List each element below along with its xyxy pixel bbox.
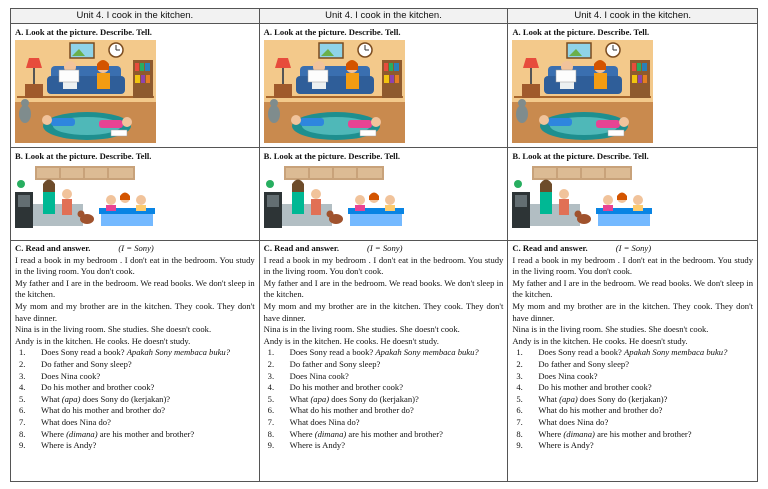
question-item: [15, 440, 255, 452]
question-list: [264, 347, 504, 451]
question-text: [290, 394, 504, 406]
question-text: [538, 394, 753, 406]
question-translation: (dimana): [314, 428, 347, 439]
worksheet-column: [508, 9, 757, 481]
section-c-heading: [264, 243, 504, 255]
question-number: 2.: [267, 358, 275, 369]
question-number: 1.: [516, 347, 523, 358]
question-item: [512, 394, 753, 406]
reading-text: [512, 255, 753, 348]
question-number: 5.: [516, 393, 523, 404]
question-part: What: [538, 393, 560, 404]
question-item: [264, 347, 504, 359]
question-text: [41, 417, 255, 429]
question-item: [264, 405, 504, 417]
section-c-title: C. Read and answer.: [512, 243, 588, 253]
question-number: 3.: [516, 370, 523, 381]
question-translation: (apa): [559, 393, 578, 404]
question-item: [512, 429, 753, 441]
question-number: 6.: [516, 405, 523, 416]
question-part: are his mother and brother?: [594, 428, 692, 439]
question-number: 3.: [267, 370, 275, 381]
section-c-heading: [512, 243, 753, 255]
worksheet-column: [11, 9, 260, 481]
question-part: Do father and Sony sleep?: [41, 358, 132, 369]
question-text: [41, 382, 255, 394]
question-text: [41, 347, 255, 359]
section-a-title: A. Look at the picture. Describe. Tell.: [512, 27, 650, 37]
worksheet: [10, 8, 758, 482]
question-part: Where is Andy?: [289, 440, 346, 451]
question-item: [15, 417, 255, 429]
question-part: Do father and Sony sleep?: [289, 358, 381, 369]
story-paragraph: Andy is in the kitchen. He cooks. He doesn't study.: [512, 335, 688, 346]
question-number: 7.: [19, 416, 26, 427]
question-text: [290, 440, 504, 452]
question-translation: (dimana): [563, 428, 595, 439]
question-part: What does Nina do?: [289, 416, 360, 427]
living-room-picture: [512, 40, 653, 143]
story-paragraph: My father and I are in the bedroom. We read books. We don't sleep in the kitchen.: [263, 277, 504, 300]
question-translation: Apakah Sony membaca buku?: [126, 347, 231, 358]
question-part: Do father and Sony sleep?: [538, 358, 630, 369]
story-paragraph: Andy is in the kitchen. He cooks. He doesn't study.: [263, 335, 439, 346]
question-part: does Sony do (kerjakan)?: [577, 393, 668, 404]
question-part: Does Nina cook?: [41, 370, 101, 381]
question-number: 7.: [267, 416, 275, 427]
section-a: [508, 24, 757, 148]
unit-header: Unit 4. I cook in the kitchen.: [508, 9, 757, 24]
question-text: [290, 429, 504, 441]
question-text: [41, 371, 255, 383]
question-number: 9.: [19, 440, 26, 451]
section-b-title: B. Look at the picture. Describe. Tell.: [263, 151, 401, 161]
question-text: [538, 371, 753, 383]
question-number: 7.: [516, 416, 523, 427]
question-item: [264, 371, 504, 383]
question-part: Does Sony read a book?: [289, 347, 376, 358]
question-text: [41, 394, 255, 406]
section-c-heading: [15, 243, 255, 255]
section-a: [260, 24, 508, 148]
question-number: 2.: [516, 358, 523, 369]
question-part: does Sony do (kerjakan)?: [329, 393, 419, 404]
question-part: does Sony do (kerjakan)?: [80, 393, 171, 404]
reading-text: [264, 255, 504, 348]
question-item: [264, 394, 504, 406]
kitchen-picture: [512, 164, 653, 230]
question-part: Do his mother and brother cook?: [289, 382, 404, 393]
question-part: Do his mother and brother cook?: [41, 382, 155, 393]
question-item: [15, 371, 255, 383]
question-item: [15, 347, 255, 359]
question-item: [512, 405, 753, 417]
kitchen-picture: [264, 164, 405, 230]
story-paragraph: Andy is in the kitchen. He cooks. He doesn't study.: [15, 335, 191, 346]
question-text: [538, 405, 753, 417]
story-paragraph: My father and I are in the bedroom. We read books. We don't sleep in the kitchen.: [512, 277, 754, 300]
section-a-title: A. Look at the picture. Describe. Tell.: [15, 27, 152, 37]
question-item: [15, 429, 255, 441]
question-item: [512, 382, 753, 394]
question-number: 6.: [267, 405, 275, 416]
section-b: [260, 148, 508, 241]
question-number: 8.: [267, 428, 275, 439]
question-item: [512, 417, 753, 429]
section-c-note: (I = Sony): [118, 243, 154, 253]
question-number: 1.: [19, 347, 26, 358]
question-part: Does Nina cook?: [538, 370, 598, 381]
question-number: 2.: [19, 358, 26, 369]
question-part: What does Nina do?: [41, 416, 111, 427]
question-number: 9.: [267, 440, 275, 451]
section-c: [260, 241, 508, 481]
question-part: What do his mother and brother do?: [41, 405, 166, 416]
story-paragraph: Nina is in the living room. She studies. She doesn't cook.: [263, 324, 460, 335]
question-part: What: [289, 393, 311, 404]
question-list: [15, 347, 255, 451]
question-part: are his mother and brother?: [346, 428, 443, 439]
question-part: Does Sony read a book?: [538, 347, 625, 358]
story-paragraph: My mom and my brother are in the kitchen. They cook. They don't have dinner.: [512, 300, 754, 323]
question-part: What: [41, 393, 62, 404]
question-text: [538, 347, 753, 359]
question-item: [264, 359, 504, 371]
question-text: [538, 417, 753, 429]
question-part: Where: [538, 428, 564, 439]
question-item: [15, 405, 255, 417]
question-item: [264, 440, 504, 452]
unit-header: Unit 4. I cook in the kitchen.: [11, 9, 259, 24]
section-b-title: B. Look at the picture. Describe. Tell.: [15, 151, 152, 161]
question-number: 8.: [19, 428, 26, 439]
question-text: [290, 382, 504, 394]
question-number: 4.: [267, 382, 275, 393]
question-item: [264, 417, 504, 429]
section-c: [508, 241, 757, 481]
question-text: [290, 405, 504, 417]
question-text: [290, 371, 504, 383]
question-text: [290, 347, 504, 359]
living-room-picture: [15, 40, 156, 143]
question-part: Does Nina cook?: [289, 370, 349, 381]
question-translation: Apakah Sony membaca buku?: [375, 347, 479, 358]
section-c-title: C. Read and answer.: [15, 243, 91, 253]
question-text: [538, 382, 753, 394]
question-translation: (apa): [310, 393, 330, 404]
question-item: [512, 440, 753, 452]
story-paragraph: I read a book in my bedroom . I don't eat in the bedroom. You study in the living room. You don't cook.: [263, 254, 504, 277]
question-part: What does Nina do?: [538, 416, 609, 427]
question-item: [264, 382, 504, 394]
question-text: [290, 417, 504, 429]
question-item: [15, 394, 255, 406]
question-item: [512, 371, 753, 383]
question-part: Do his mother and brother cook?: [538, 382, 652, 393]
question-part: What do his mother and brother do?: [289, 405, 414, 416]
question-text: [41, 359, 255, 371]
question-item: [512, 347, 753, 359]
question-part: What do his mother and brother do?: [538, 405, 663, 416]
reading-text: [15, 255, 255, 348]
worksheet-column: [260, 9, 509, 481]
question-item: [264, 429, 504, 441]
story-paragraph: My father and I are in the bedroom. We read books. We don't sleep in the kitchen.: [15, 277, 255, 300]
question-text: [538, 440, 753, 452]
story-paragraph: Nina is in the living room. She studies. She doesn't cook.: [512, 324, 709, 335]
question-text: [41, 405, 255, 417]
question-translation: (apa): [61, 393, 81, 404]
question-item: [512, 359, 753, 371]
question-number: 8.: [516, 428, 523, 439]
story-paragraph: My mom and my brother are in the kitchen. They cook. They don't have dinner.: [15, 300, 255, 323]
section-c-note: (I = Sony): [615, 243, 652, 253]
section-c-note: (I = Sony): [367, 243, 403, 253]
question-number: 6.: [19, 405, 26, 416]
question-item: [15, 382, 255, 394]
section-b-title: B. Look at the picture. Describe. Tell.: [512, 151, 649, 161]
section-b: [508, 148, 757, 241]
question-text: [41, 429, 255, 441]
question-number: 3.: [19, 370, 26, 381]
question-part: Where is Andy?: [538, 440, 594, 451]
unit-header: Unit 4. I cook in the kitchen.: [260, 9, 508, 24]
section-a-title: A. Look at the picture. Describe. Tell.: [263, 27, 401, 37]
question-text: [41, 440, 255, 452]
question-number: 4.: [19, 382, 26, 393]
question-part: are his mother and brother?: [97, 428, 195, 439]
question-number: 5.: [267, 393, 275, 404]
kitchen-picture: [15, 164, 156, 230]
section-c: [11, 241, 259, 481]
question-translation: (dimana): [66, 428, 98, 439]
question-translation: Apakah Sony membaca buku?: [624, 347, 728, 358]
question-text: [290, 359, 504, 371]
living-room-picture: [264, 40, 405, 143]
question-number: 5.: [19, 393, 26, 404]
story-paragraph: I read a book in my bedroom . I don't eat in the bedroom. You study in the living room. You don't cook.: [512, 254, 754, 277]
story-paragraph: I read a book in my bedroom . I don't eat in the bedroom. You study in the living room. You don't cook.: [15, 254, 255, 277]
section-c-title: C. Read and answer.: [263, 243, 340, 253]
section-b: [11, 148, 259, 241]
question-part: Does Sony read a book?: [41, 347, 127, 358]
story-paragraph: My mom and my brother are in the kitchen. They cook. They don't have dinner.: [263, 300, 504, 323]
question-part: Where: [289, 428, 315, 439]
question-part: Where is Andy?: [41, 440, 97, 451]
question-list: [512, 347, 753, 451]
question-item: [15, 359, 255, 371]
question-number: 4.: [516, 382, 523, 393]
question-number: 9.: [516, 440, 523, 451]
question-text: [538, 359, 753, 371]
question-number: 1.: [267, 347, 275, 358]
section-a: [11, 24, 259, 148]
question-part: Where: [41, 428, 67, 439]
question-text: [538, 429, 753, 441]
story-paragraph: Nina is in the living room. She studies. She doesn't cook.: [15, 324, 212, 335]
